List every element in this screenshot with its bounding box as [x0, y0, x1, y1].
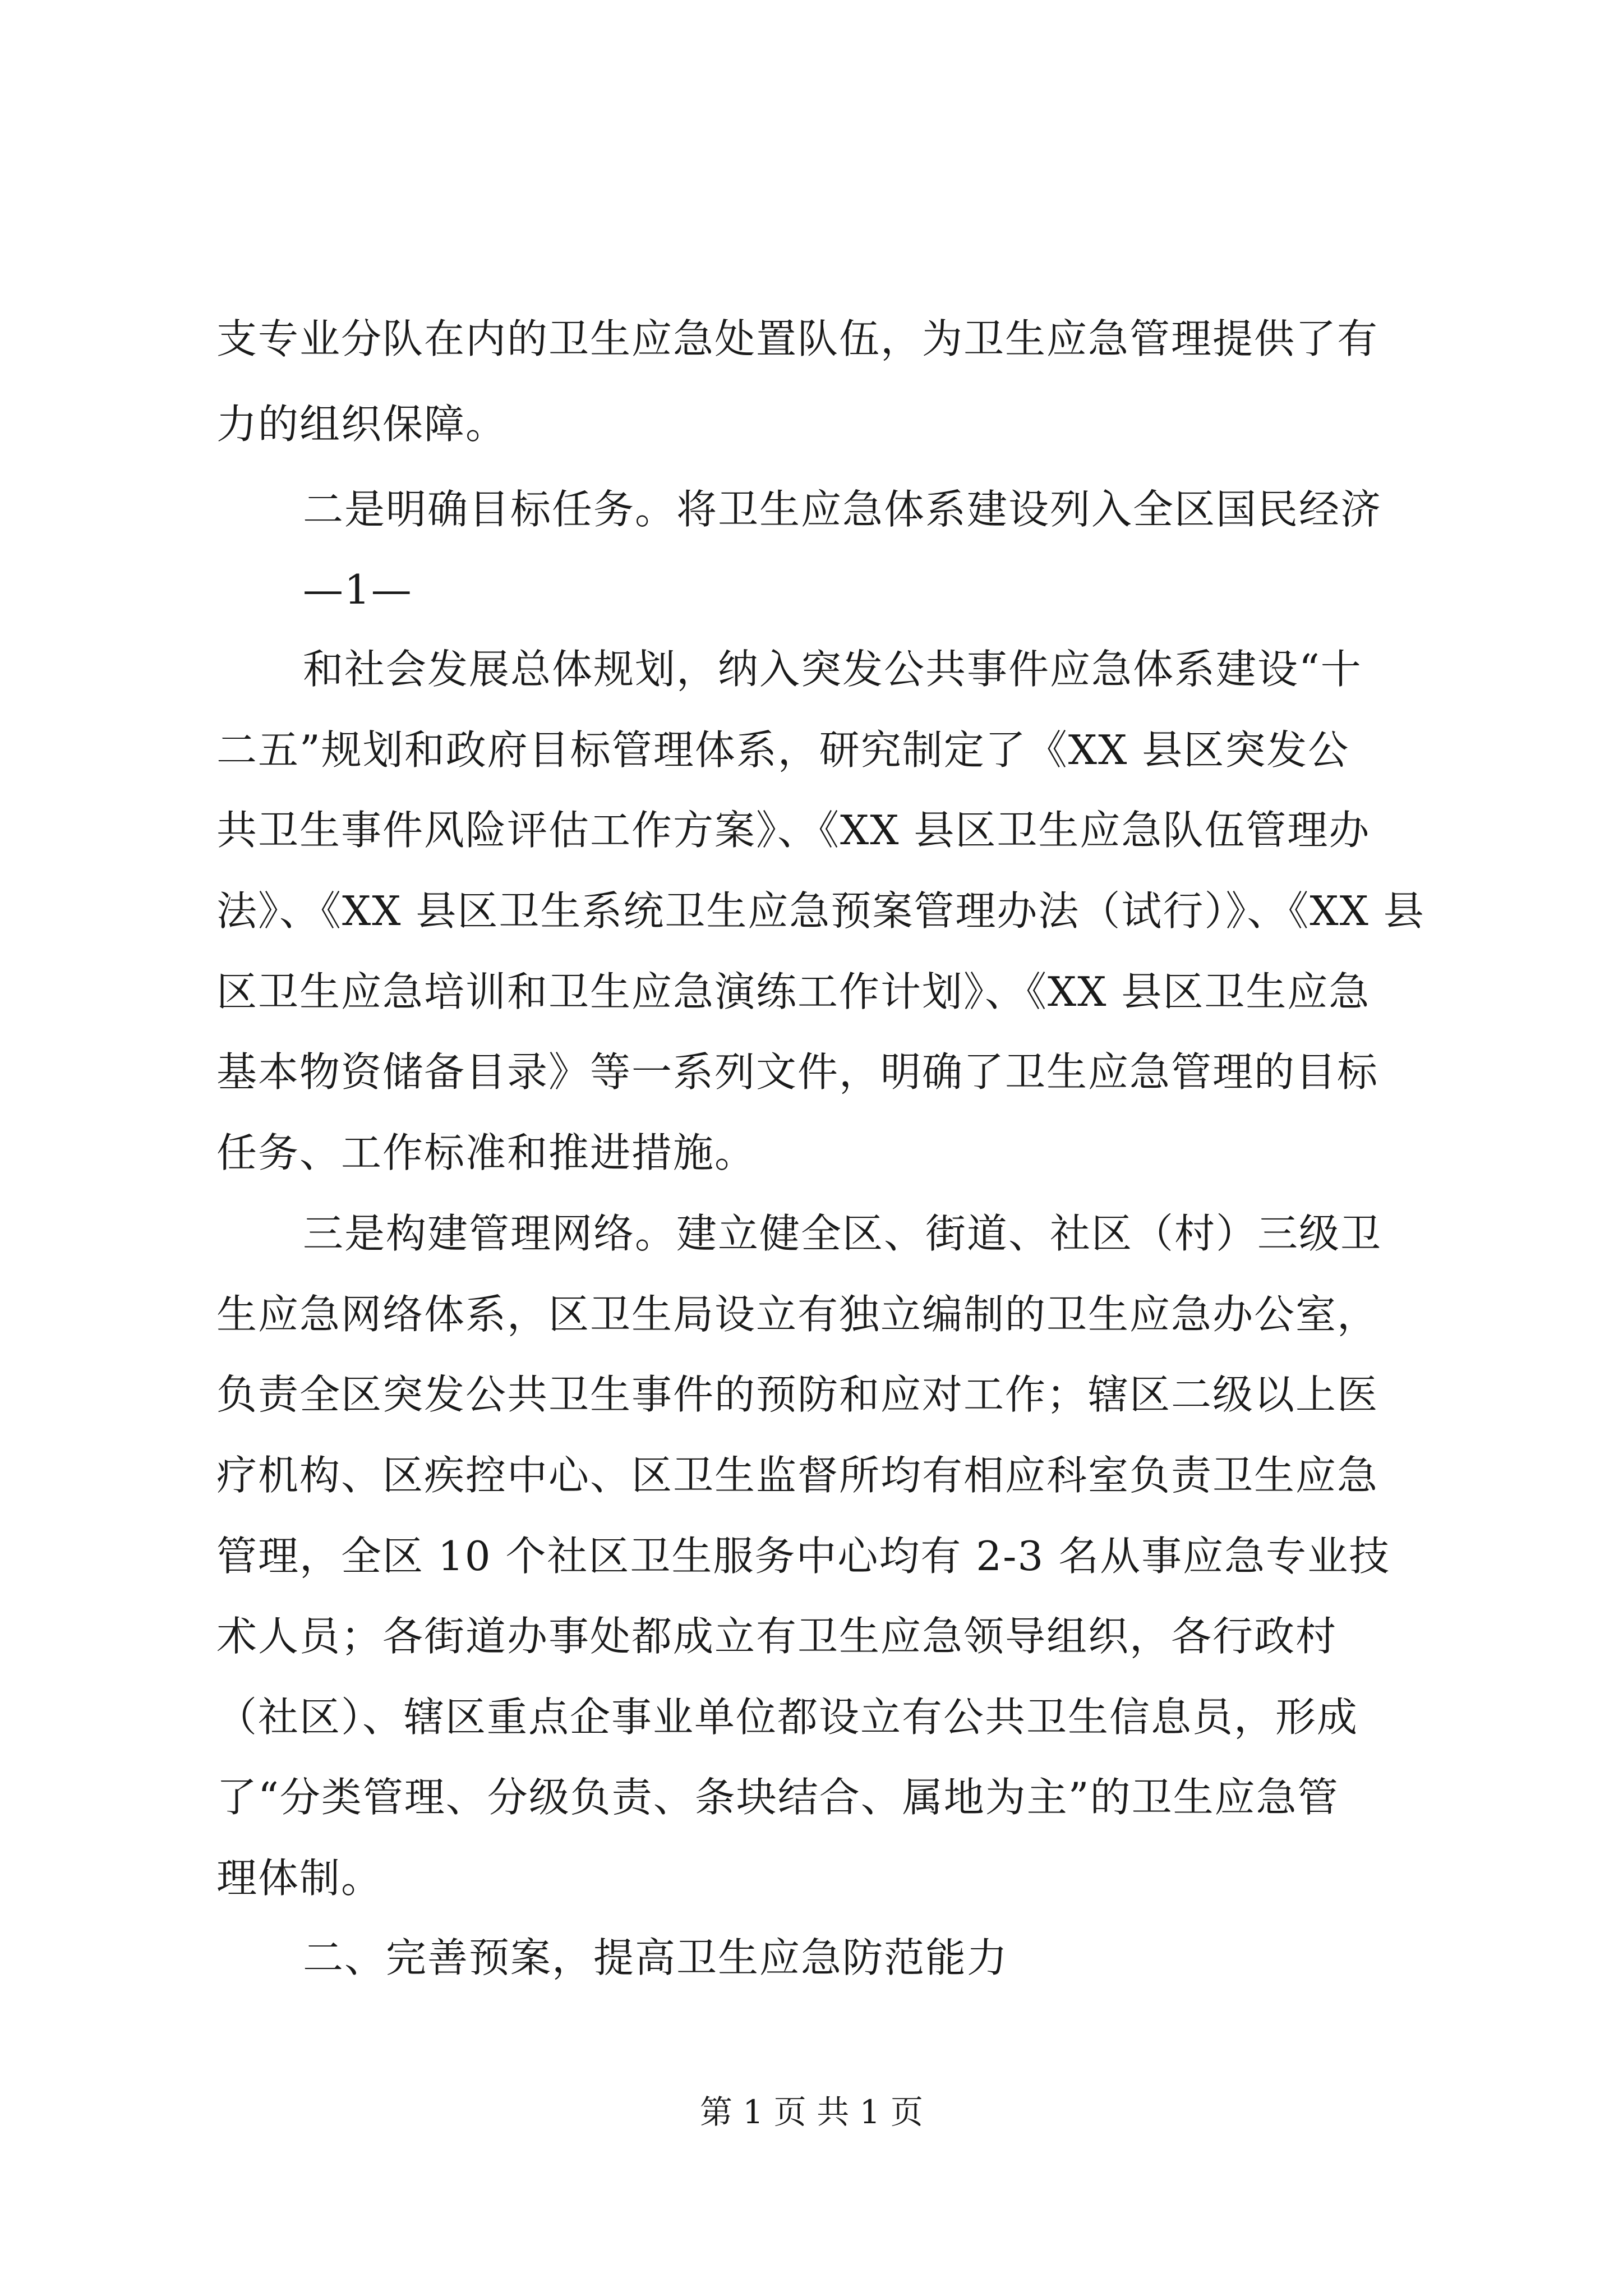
text-line: 二五”规划和政府目标管理体系，研究制定了《XX 县区突发公	[216, 726, 1350, 774]
text-line: 二是明确目标任务。将卫生应急体系建设列入全区国民经济	[303, 486, 1382, 533]
text-line: 和社会发展总体规划，纳入突发公共事件应急体系建设“十	[303, 646, 1362, 693]
text-line: 基本物资储备目录》等一系列文件，明确了卫生应急管理的目标	[216, 1048, 1379, 1096]
text-line: 理体制。	[216, 1855, 383, 1902]
text-line: 区卫生应急培训和卫生应急演练工作计划》、《XX 县区卫生应急	[216, 968, 1371, 1015]
text-line: 了“分类管理、分级负责、条块结合、属地为主”的卫生应急管	[216, 1774, 1339, 1821]
text-line: 支专业分队在内的卫生应急处置队伍，为卫生应急管理提供了有	[216, 315, 1379, 362]
section-heading: 二、完善预案，提高卫生应急防范能力	[303, 1934, 1009, 1981]
text-line: 共卫生事件风险评估工作方案》、《XX 县区卫生应急队伍管理办	[216, 807, 1371, 854]
text-line: 法》、《XX 县区卫生系统卫生应急预案管理办法（试行）》、《XX 县	[216, 887, 1425, 935]
page-footer: 第 1 页 共 1 页	[700, 2093, 923, 2131]
text-line: （社区）、辖区重点企事业单位都设立有公共卫生信息员，形成	[216, 1694, 1359, 1741]
text-line: 生应急网络体系，区卫生局设立有独立编制的卫生应急办公室，	[216, 1291, 1379, 1338]
page-marker: —1—	[303, 566, 413, 613]
text-line: 术人员；各街道办事处都成立有卫生应急领导组织，各行政村	[216, 1613, 1338, 1660]
text-line: 任务、工作标准和推进措施。	[216, 1129, 757, 1176]
text-line: 力的组织保障。	[216, 401, 508, 448]
text-line: 三是构建管理网络。建立健全区、街道、社区（村）三级卫	[303, 1210, 1382, 1257]
text-line: 疗机构、区疾控中心、区卫生监督所均有相应科室负责卫生应急	[216, 1452, 1379, 1499]
text-line: 负责全区突发公共卫生事件的预防和应对工作；辖区二级以上医	[216, 1371, 1379, 1418]
text-line: 管理，全区 10 个社区卫生服务中心均有 2-3 名从事应急专业技	[216, 1533, 1391, 1580]
